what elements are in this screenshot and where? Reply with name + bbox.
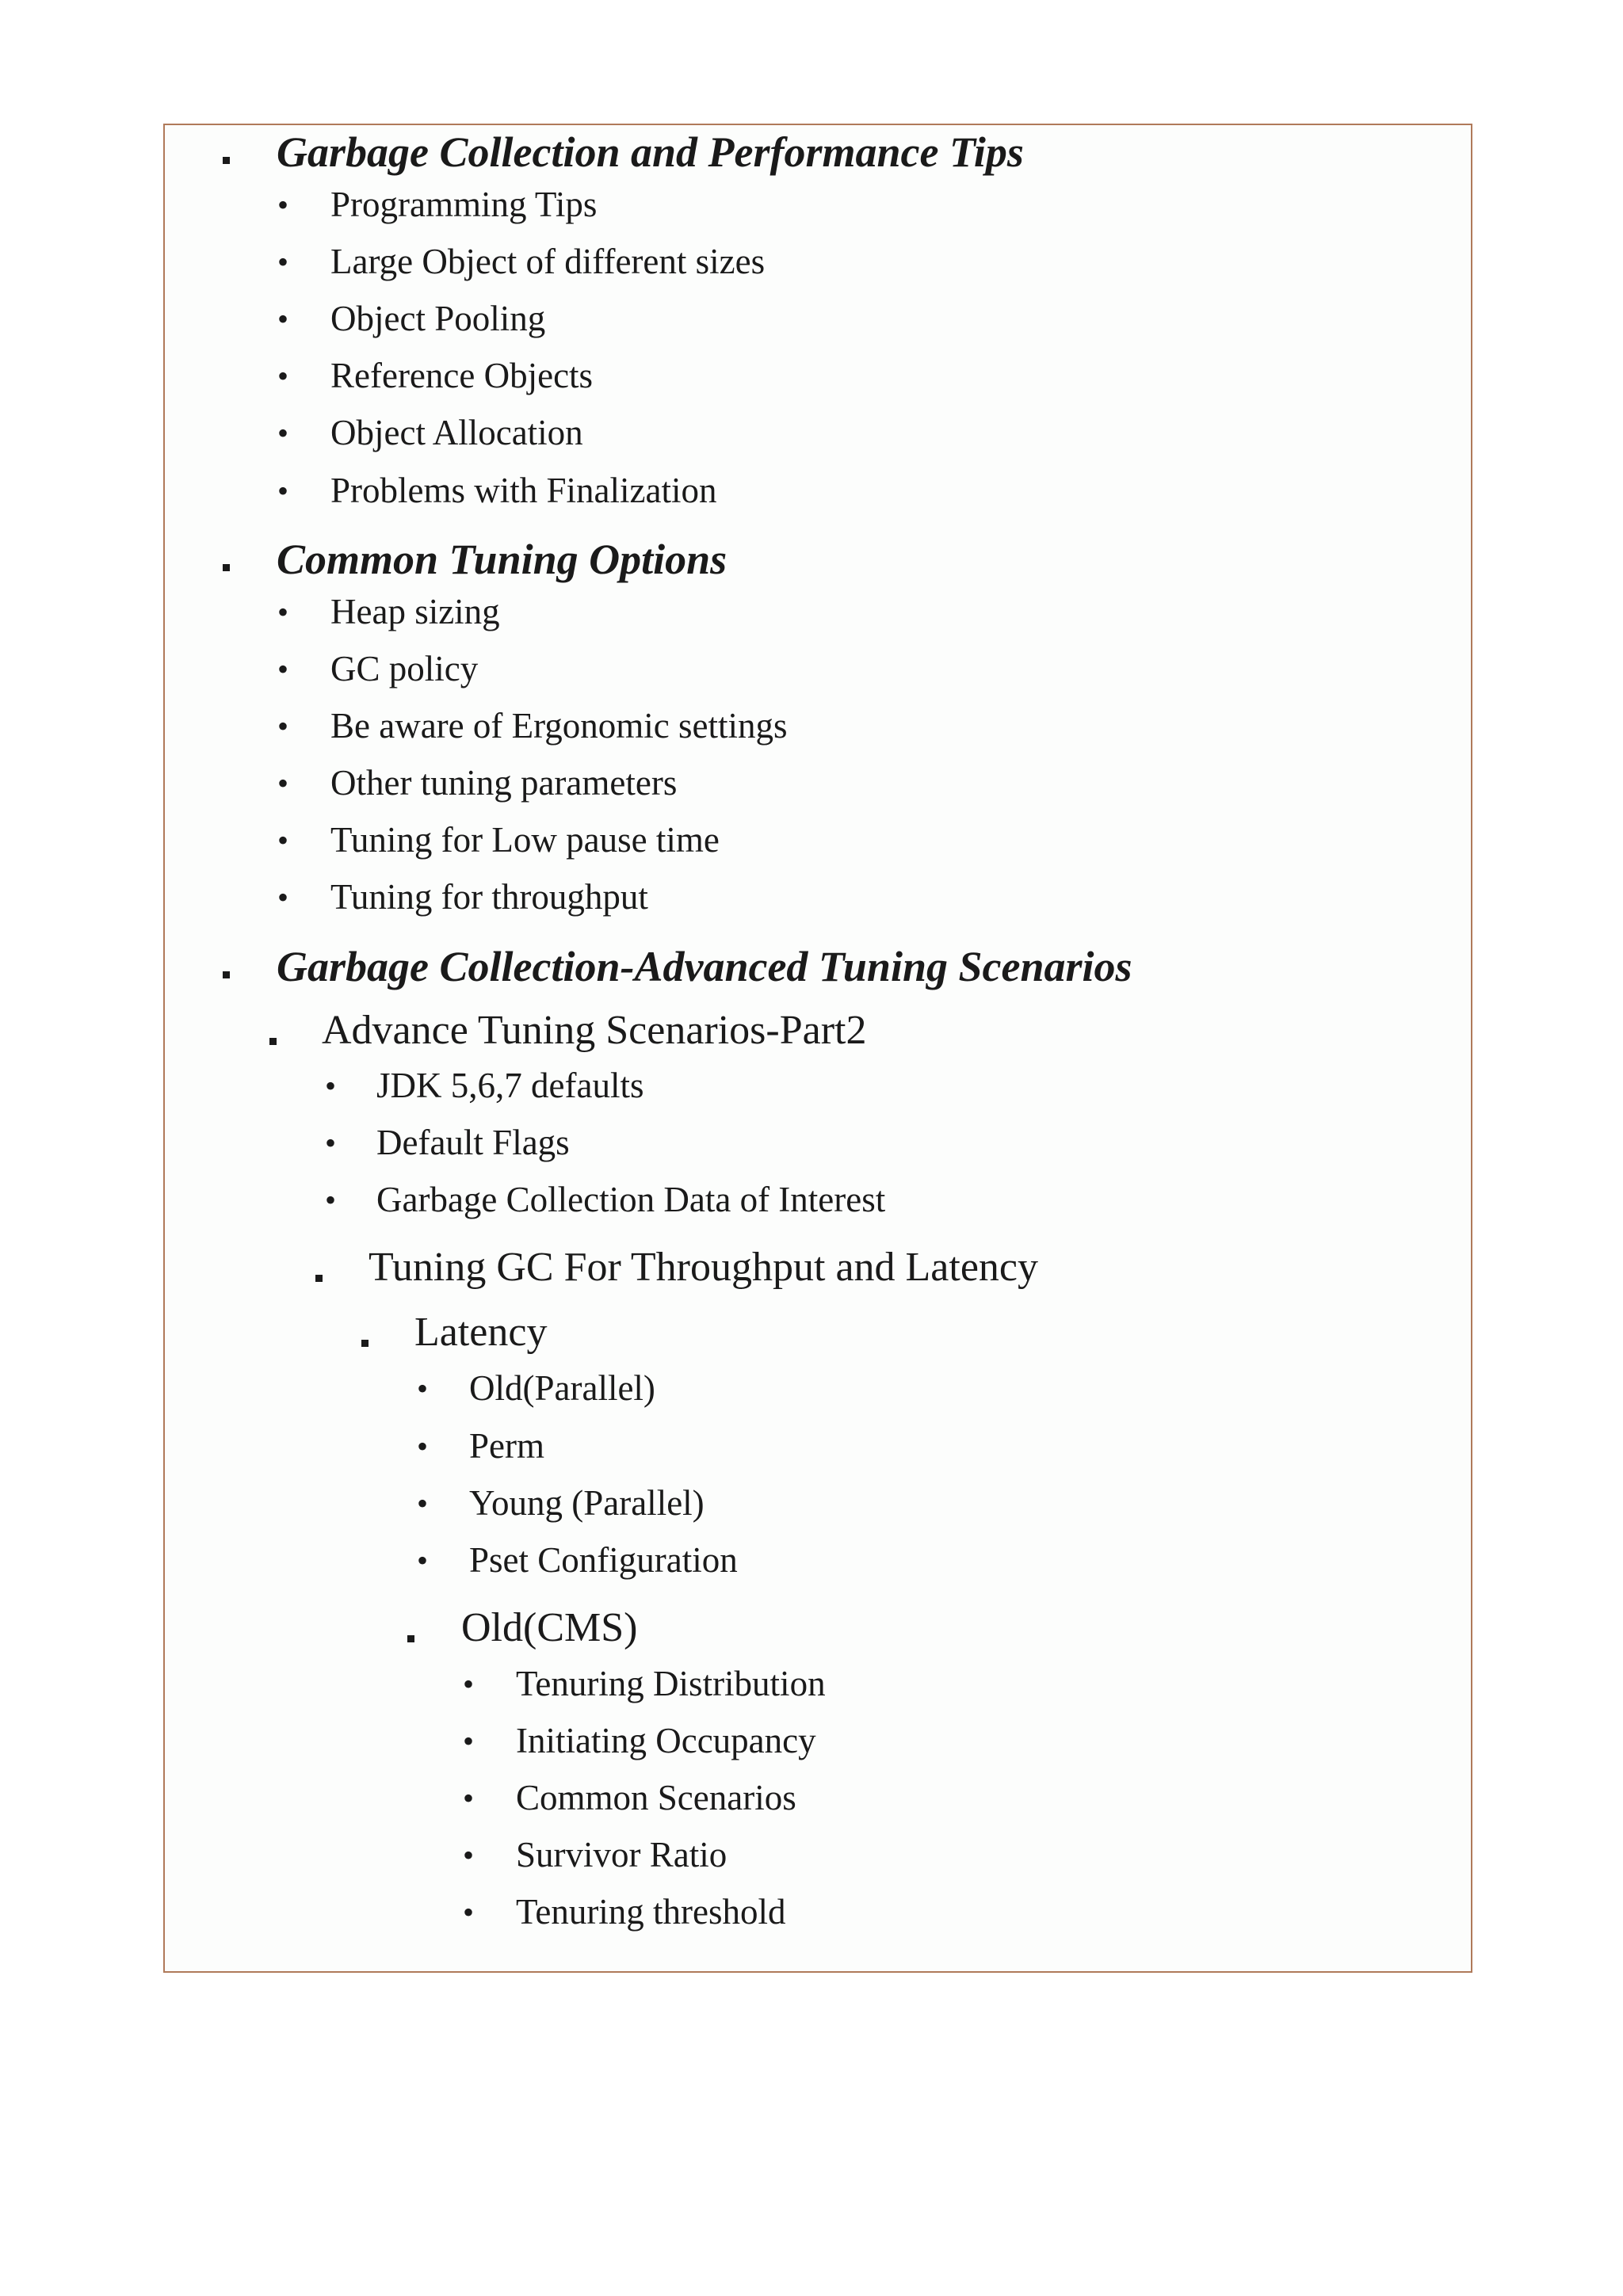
outline-text: Common Tuning Options	[277, 536, 727, 583]
outline-text: Advance Tuning Scenarios-Part2	[322, 1008, 867, 1053]
round-bullet-icon: •	[277, 708, 289, 744]
outline-text: Old(Parallel)	[469, 1368, 655, 1408]
outline-text: Large Object of different sizes	[330, 242, 766, 281]
outline-text: Programming Tips	[330, 185, 598, 224]
round-bullet-icon: •	[277, 244, 289, 280]
outline-text: Tuning for Low pause time	[330, 820, 720, 860]
outline-text: Perm	[469, 1426, 544, 1466]
outline-text: Pset Configuration	[469, 1540, 738, 1580]
round-bullet-icon: •	[463, 1894, 475, 1930]
round-bullet-icon: •	[463, 1837, 475, 1873]
outline-text: Tuning GC For Throughput and Latency	[369, 1245, 1038, 1290]
outline-text: JDK 5,6,7 defaults	[376, 1066, 644, 1105]
outline-text: Tenuring Distribution	[516, 1664, 826, 1703]
round-bullet-icon: •	[325, 1125, 337, 1161]
outline-text: Be aware of Ergonomic settings	[330, 706, 788, 746]
outline-text: Problems with Finalization	[330, 471, 717, 510]
round-bullet-icon: •	[417, 1428, 429, 1464]
outline-text: Old(CMS)	[461, 1605, 638, 1650]
round-bullet-icon: •	[277, 822, 289, 858]
outline-text: Garbage Collection-Advanced Tuning Scenarios	[277, 943, 1132, 990]
round-bullet-icon: •	[417, 1543, 429, 1578]
round-bullet-icon: •	[463, 1723, 475, 1759]
outline-text: Garbage Collection and Performance Tips	[277, 128, 1024, 176]
round-bullet-icon: •	[325, 1068, 337, 1104]
square-bullet-icon	[315, 1272, 323, 1285]
outline-text: Tenuring threshold	[516, 1892, 786, 1932]
round-bullet-icon: •	[277, 765, 289, 801]
square-bullet-icon	[407, 1633, 414, 1646]
round-bullet-icon: •	[417, 1371, 429, 1406]
outline-text: Latency	[414, 1310, 548, 1355]
outline-text: Common Scenarios	[516, 1778, 796, 1817]
round-bullet-icon: •	[277, 473, 289, 509]
round-bullet-icon: •	[277, 594, 289, 630]
outline-text: Reference Objects	[330, 356, 594, 395]
outline-text: Object Allocation	[330, 413, 583, 452]
outline-text: Heap sizing	[330, 592, 500, 631]
round-bullet-icon: •	[463, 1666, 475, 1702]
outline-text: Tuning for throughput	[330, 877, 648, 917]
outline-text: Other tuning parameters	[330, 763, 678, 803]
round-bullet-icon: •	[277, 187, 289, 223]
outline-text: GC policy	[330, 649, 479, 688]
square-bullet-icon	[361, 1337, 369, 1350]
outline-text: Default Flags	[376, 1123, 570, 1162]
square-bullet-icon	[223, 562, 230, 574]
outline-text: Garbage Collection Data of Interest	[376, 1180, 886, 1219]
round-bullet-icon: •	[277, 879, 289, 915]
outline-text: Object Pooling	[330, 299, 546, 338]
outline-text: Young (Parallel)	[469, 1483, 705, 1523]
round-bullet-icon: •	[277, 415, 289, 451]
round-bullet-icon: •	[277, 651, 289, 687]
round-bullet-icon: •	[277, 358, 289, 394]
square-bullet-icon	[223, 969, 230, 982]
square-bullet-icon	[269, 1035, 277, 1048]
square-bullet-icon	[223, 154, 230, 167]
round-bullet-icon: •	[417, 1486, 429, 1521]
round-bullet-icon: •	[463, 1780, 475, 1816]
round-bullet-icon: •	[277, 301, 289, 337]
outline-text: Initiating Occupancy	[516, 1721, 816, 1760]
round-bullet-icon: •	[325, 1182, 337, 1218]
outline-text: Survivor Ratio	[516, 1835, 727, 1875]
